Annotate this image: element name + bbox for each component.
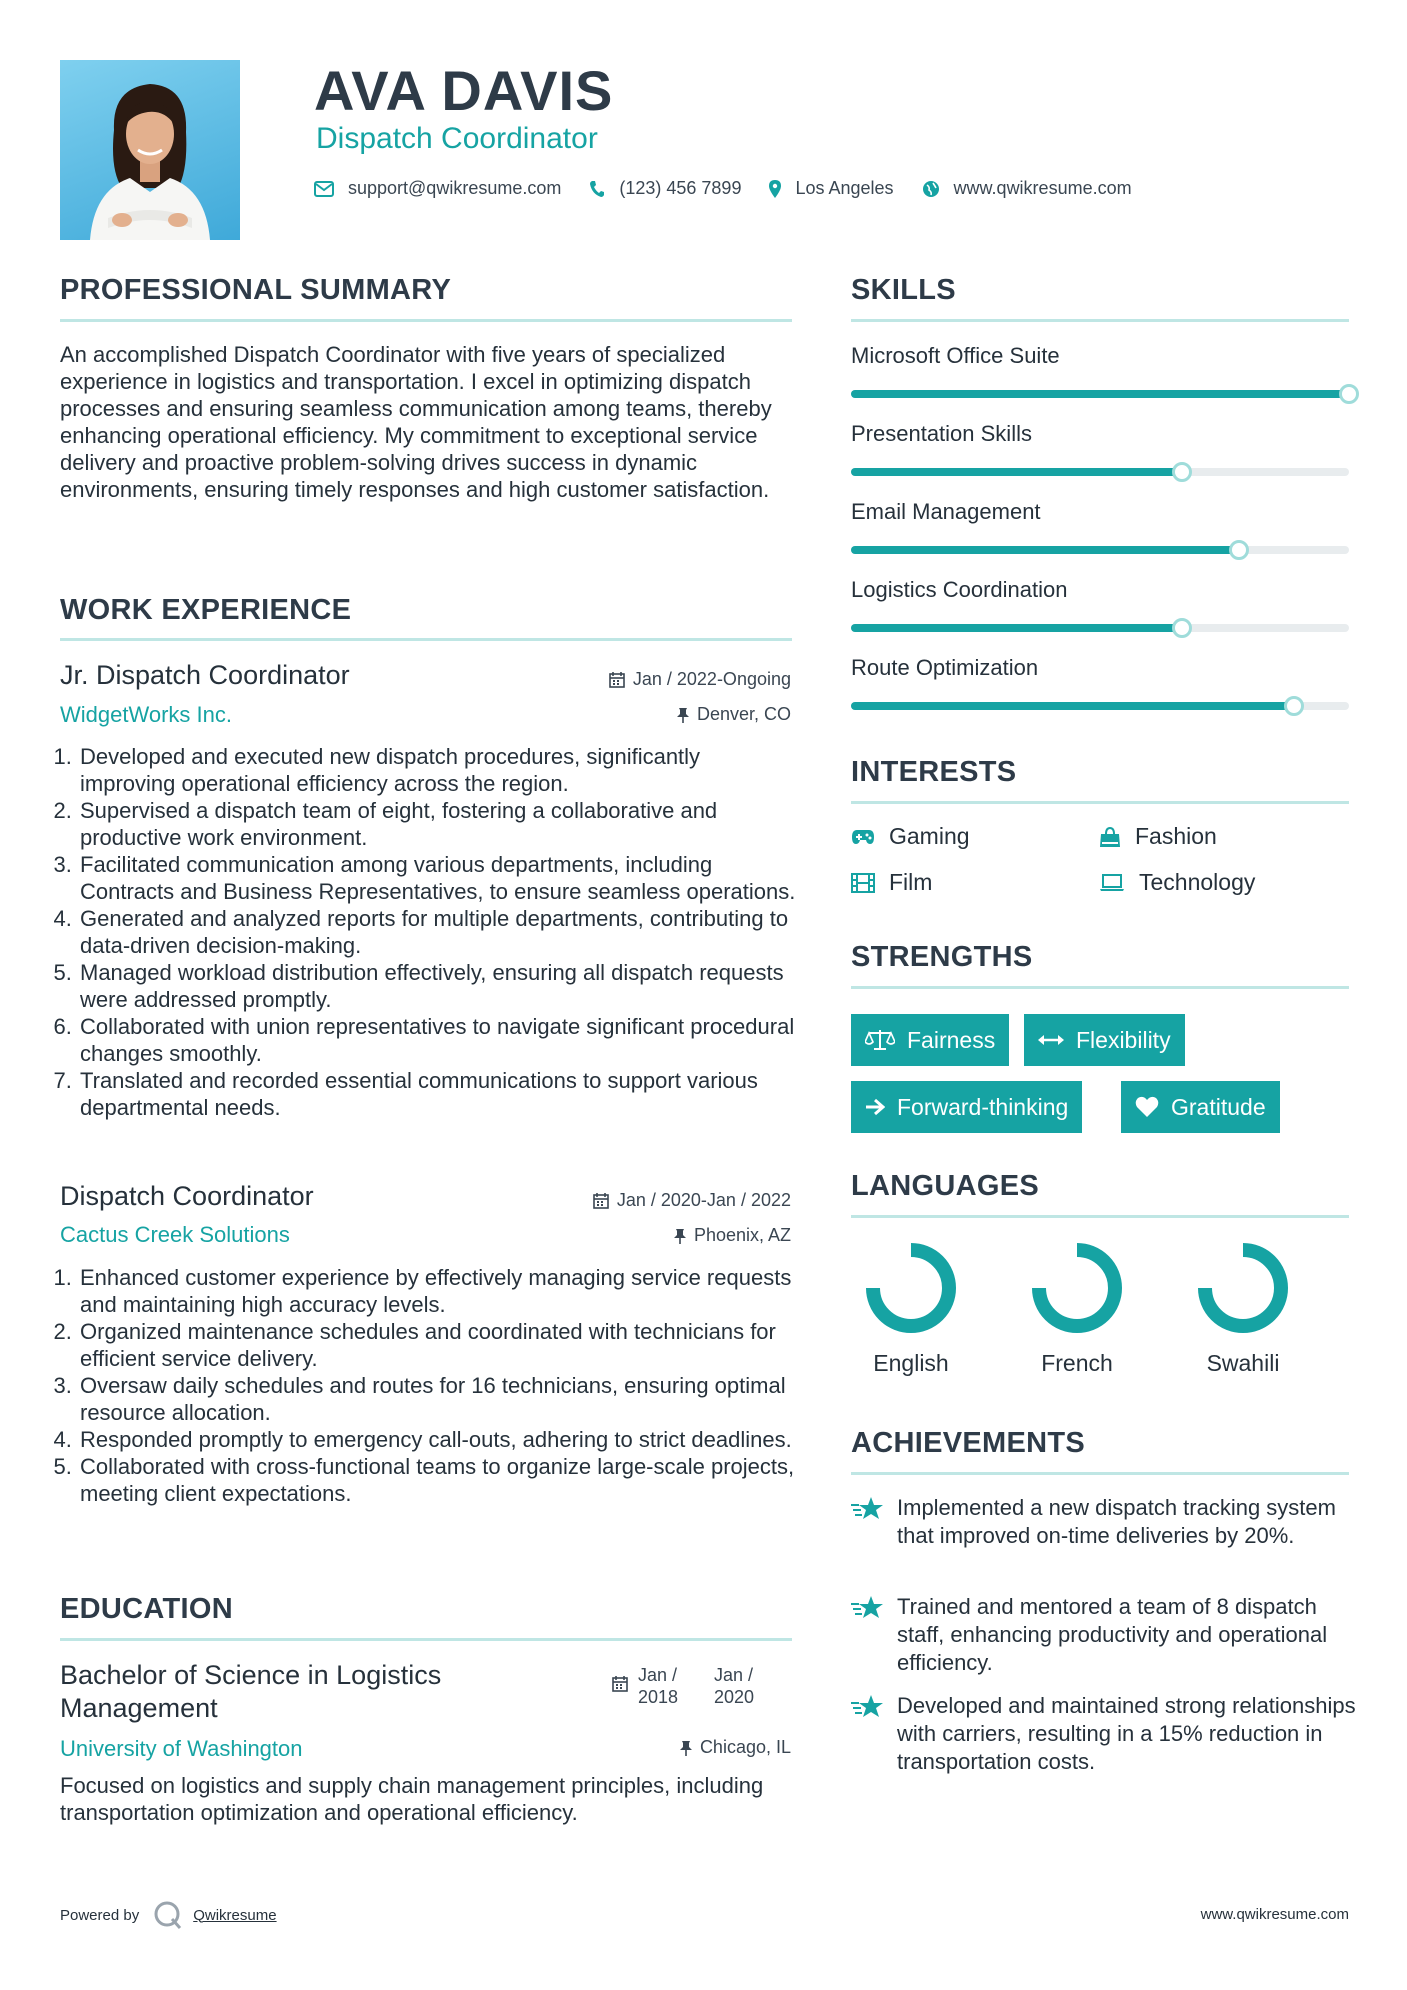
footer-powered-by <box>60 1900 277 1930</box>
education-location <box>680 1737 791 1758</box>
language-level-arc <box>1205 1250 1281 1326</box>
language-ring <box>1029 1240 1125 1336</box>
calendar-icon <box>593 1193 609 1209</box>
arrows-horizontal-icon <box>1038 1033 1064 1047</box>
skill-bar-fill <box>851 468 1182 476</box>
education-end-month: Jan / <box>714 1665 754 1685</box>
skill-bar-fill <box>851 546 1239 554</box>
achievement-text: Implemented a new dispatch tracking system that improved on-time deliveries by 20%. <box>897 1495 1336 1548</box>
powered-by-text: Powered by <box>60 1906 140 1924</box>
education-school: University of Washington <box>60 1736 303 1761</box>
language-item <box>851 1240 971 1377</box>
summary-heading: PROFESSIONAL SUMMARY <box>60 274 452 306</box>
skill-bar-fill <box>851 390 1349 398</box>
interest-fashion <box>1099 823 1217 850</box>
list-item: 2. Supervised a dispatch team of eight, fostering a collaborative and productive work environment. <box>78 797 800 851</box>
skill-bar-knob <box>1284 696 1304 716</box>
skill-label: Microsoft Office Suite <box>851 343 1060 368</box>
star-icon <box>851 1496 885 1522</box>
calendar-icon <box>612 1676 628 1692</box>
envelope-icon <box>314 181 334 197</box>
education-dates <box>612 1664 754 1708</box>
language-level-arc <box>873 1250 949 1326</box>
job-location <box>674 1225 791 1246</box>
language-ring <box>1195 1240 1291 1336</box>
languages-heading: LANGUAGES <box>851 1170 1039 1202</box>
skill-bar <box>851 468 1349 476</box>
phone-text: (123) 456 7899 <box>619 178 742 198</box>
strength-label: Gratitude <box>1171 1093 1266 1120</box>
skill-bar-knob <box>1172 462 1192 482</box>
list-item: 1. Enhanced customer experience by effectively managing service requests and maintaining high accuracy levels. <box>78 1264 800 1318</box>
list-item: 3. Oversaw daily schedules and routes for 16 technicians, ensuring optimal resource allocation. <box>78 1372 800 1426</box>
list-item: 5. Managed workload distribution effectively, ensuring all dispatch requests were addressed promptly. <box>78 959 800 1013</box>
strength-label: Flexibility <box>1076 1026 1171 1053</box>
star-icon <box>851 1595 885 1621</box>
language-item <box>1017 1240 1137 1377</box>
footer-website[interactable]: www.qwikresume.com <box>1200 1906 1349 1923</box>
list-item: 1. Developed and executed new dispatch procedures, significantly improving operational efficiency across the region. <box>78 743 800 797</box>
skill-label: Presentation Skills <box>851 421 1032 446</box>
strength-tag <box>1121 1081 1280 1133</box>
job-dates <box>609 669 791 690</box>
achievement-text: Trained and mentored a team of 8 dispatch staff, enhancing productivity and operational efficiency. <box>897 1594 1328 1675</box>
education-start-month: Jan / <box>638 1665 678 1685</box>
education-degree: Bachelor of Science in Logistics Management <box>60 1660 442 1723</box>
language-label: French <box>1041 1350 1113 1376</box>
achievements-divider <box>851 1472 1349 1475</box>
education-end <box>714 1664 754 1708</box>
education-start-year: 2018 <box>638 1687 679 1707</box>
job-location <box>677 704 791 725</box>
work-heading: WORK EXPERIENCE <box>60 594 352 626</box>
achievement-text: Developed and maintained strong relationships with carriers, resulting in a 15% reduction in transportation costs. <box>897 1693 1356 1774</box>
interests-heading: INTERESTS <box>851 756 1017 788</box>
list-item: 5. Collaborated with cross-functional teams to organize large-scale projects, meeting client expectations. <box>78 1453 800 1507</box>
achievement-item <box>851 1593 1357 1677</box>
contact-phone[interactable] <box>589 178 741 199</box>
contact-email[interactable] <box>314 178 561 199</box>
work-divider <box>60 638 792 641</box>
list-item: 4. Generated and analyzed reports for multiple departments, contributing to data-driven decision-making. <box>78 905 800 959</box>
education-heading: EDUCATION <box>60 1593 233 1625</box>
interest-label: Fashion <box>1135 823 1217 849</box>
skill-bar <box>851 546 1349 554</box>
education-divider <box>60 1638 792 1641</box>
interest-label: Film <box>889 869 933 895</box>
summary-divider <box>60 319 792 322</box>
education-description: Focused on logistics and supply chain management principles, including transportation optimization and operational efficiency. <box>60 1773 764 1825</box>
job-location-text: Phoenix, AZ <box>693 1225 791 1245</box>
website-text: www.qwikresume.com <box>953 178 1132 198</box>
interest-label: Technology <box>1139 869 1256 895</box>
skill-label: Email Management <box>851 499 1041 524</box>
star-icon <box>851 1694 885 1720</box>
candidate-name: AVA DAVIS <box>314 59 614 122</box>
list-item: 2. Organized maintenance schedules and coordinated with technicians for efficient service delivery. <box>78 1318 800 1372</box>
languages-divider <box>851 1215 1349 1218</box>
skill-bar-knob <box>1229 540 1249 560</box>
pushpin-icon <box>674 1228 686 1244</box>
job-role: Dispatch Coordinator <box>60 1181 314 1211</box>
brand-link[interactable]: Qwikresume <box>193 1906 277 1924</box>
job-bullets <box>60 1264 800 1507</box>
list-item: 3. Facilitated communication among various departments, including Contracts and Business Representatives, to ensure seamless operations. <box>78 851 800 905</box>
education-end-year: 2020 <box>714 1687 755 1707</box>
globe-icon <box>922 180 940 198</box>
skill-label: Route Optimization <box>851 655 1039 680</box>
job-role: Jr. Dispatch Coordinator <box>60 660 350 690</box>
language-ring <box>863 1240 959 1336</box>
job-location-text: Denver, CO <box>696 704 791 724</box>
skill-label: Logistics Coordination <box>851 577 1068 602</box>
skill-bar <box>851 390 1349 398</box>
film-icon <box>851 873 875 893</box>
language-label: Swahili <box>1206 1350 1280 1376</box>
strength-tag <box>851 1014 1009 1066</box>
pushpin-icon <box>677 707 689 723</box>
achievements-heading: ACHIEVEMENTS <box>851 1427 1086 1459</box>
education-location-text: Chicago, IL <box>699 1737 791 1757</box>
interest-technology <box>1099 869 1255 896</box>
interest-gaming <box>851 823 970 850</box>
strength-label: Fairness <box>907 1026 996 1053</box>
job-bullets <box>60 743 800 1121</box>
language-item <box>1183 1240 1303 1377</box>
contact-website[interactable] <box>922 178 1132 199</box>
calendar-icon <box>609 672 625 688</box>
job-dates <box>593 1190 791 1211</box>
arrow-right-icon <box>865 1098 885 1116</box>
skills-heading: SKILLS <box>851 274 956 306</box>
list-item: 6. Collaborated with union representatives to navigate significant procedural changes smoothly. <box>78 1013 800 1067</box>
pushpin-icon <box>680 1740 692 1756</box>
list-item: 7. Translated and recorded essential communications to support various departmental needs. <box>78 1067 800 1121</box>
skill-bar <box>851 702 1349 710</box>
interest-film <box>851 869 932 896</box>
strength-label: Forward-thinking <box>897 1093 1069 1120</box>
balance-scale-icon <box>865 1028 895 1052</box>
skill-bar-knob <box>1339 384 1359 404</box>
skills-divider <box>851 319 1349 322</box>
list-item: 4. Responded promptly to emergency call-outs, adhering to strict deadlines. <box>78 1426 800 1453</box>
candidate-title: Dispatch Coordinator <box>316 122 598 155</box>
strengths-heading: STRENGTHS <box>851 941 1033 973</box>
contact-bar <box>314 178 1160 199</box>
contact-location <box>769 178 893 199</box>
interests-divider <box>851 801 1349 804</box>
shopping-bag-icon <box>1099 826 1121 848</box>
skill-bar-fill <box>851 624 1182 632</box>
job-company: Cactus Creek Solutions <box>60 1222 290 1247</box>
email-text: support@qwikresume.com <box>348 178 562 198</box>
job-company: WidgetWorks Inc. <box>60 702 232 727</box>
language-label: English <box>873 1350 949 1376</box>
heart-icon <box>1135 1096 1159 1118</box>
achievement-item <box>851 1494 1357 1550</box>
strength-tag <box>1024 1014 1185 1066</box>
strength-tag <box>851 1081 1082 1133</box>
achievement-item <box>851 1692 1357 1776</box>
map-marker-icon <box>769 180 781 198</box>
gamepad-icon <box>851 829 875 845</box>
job-dates-text: Jan / 2022-Ongoing <box>632 669 791 689</box>
job-dates-text: Jan / 2020-Jan / 2022 <box>616 1190 791 1210</box>
summary-text: An accomplished Dispatch Coordinator with five years of specialized experience in logistics and transportation. I excel in optimizing dispatch processes and ensuring seamless communication among teams, thereby enhancing operational efficiency. My commitment to exceptional service delivery and proactive problem-solving drives success in dynamic environments, ensuring timely responses and high customer satisfaction. <box>60 342 772 502</box>
laptop-icon <box>1099 874 1125 892</box>
phone-icon <box>589 180 605 198</box>
location-text: Los Angeles <box>795 178 894 198</box>
interest-label: Gaming <box>889 823 970 849</box>
strengths-divider <box>851 986 1349 989</box>
skill-bar <box>851 624 1349 632</box>
skill-bar-knob <box>1172 618 1192 638</box>
skill-bar-fill <box>851 702 1294 710</box>
language-level-arc <box>1039 1250 1115 1326</box>
profile-photo <box>60 60 240 240</box>
education-start <box>638 1664 696 1708</box>
qwikresume-logo-icon <box>153 1900 183 1930</box>
